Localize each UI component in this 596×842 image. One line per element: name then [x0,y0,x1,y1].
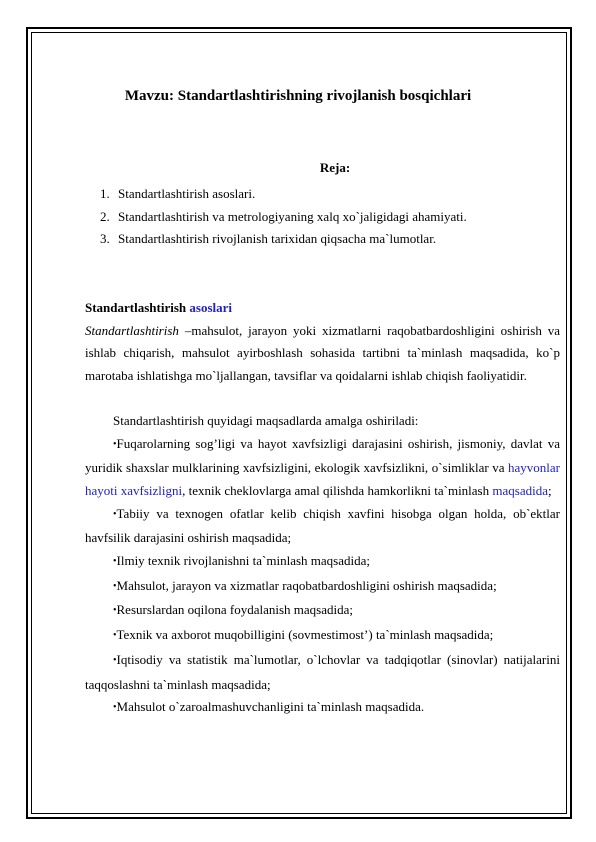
bullet-text-part: , texnik cheklovlarga amal qilishda hamkorlikni ta`minlash [182,482,493,498]
bullet-icon: • [113,605,117,617]
plan-heading: Reja: [319,160,351,175]
bullet-text-part: Fuqarolarning sog’ligi va hayot xavfsizligi darajasini oshirish, jismoniy, davlat va yuridik shaxslar mulklarining xavfsizligini, ekologik xavfsizlikni, o`simliklar va [85,435,560,476]
plan-item-text: Standartlashtirish va metrologiyaning xalq xo`jaligidagi ahamiyati. [118,208,467,224]
section-heading-text: Standartlashtirish [85,300,190,315]
inline-link-hayvonlar[interactable]: hayvonlar hayoti xavfsizligni [85,460,560,498]
bullet-item [85,696,560,721]
bullet-icon: • [113,654,117,666]
bullet-icon: • [113,630,117,642]
bullet-text: Ilmiy texnik rivojlanishni ta`minlash maqsadida; [116,553,370,569]
bullet-text: Iqtisodiy va statistik ma`lumotlar, o`lchovlar va tadqiqotlar (sinovlar) natijalarini taqqoslashni ta`minlash maqsadida; [85,651,560,692]
section-body [85,297,560,721]
bullet-item [85,433,560,503]
inline-link-maqsadida[interactable]: maqsadida [492,482,548,498]
bullet-icon: • [113,580,117,592]
bullet-item [85,503,560,550]
bullet-icon: • [113,556,117,568]
bullet-item [85,575,560,600]
bullet-icon: • [113,508,117,520]
definition-paragraph [85,320,560,388]
goals-intro: Standartlashtirish quyidagi maqsadlarda amalga oshiriladi: [113,412,419,428]
bullet-item [85,599,560,624]
bullet-text: Tabiiy va texnogen ofatlar kelib chiqish xavfini hisobga olgan holda, ob`ektlar havfsilik darajasini oshirish maqsadida; [85,505,560,546]
bullet-item [85,624,560,649]
bullet-text: Texnik va axborot muqobilligini (sovmestimost’) ta`minlash maqsadida; [116,627,494,643]
document-title: Mavzu: Standartlashtirishning rivojlanish bosqichlari [124,88,472,104]
bullet-item [85,550,560,575]
bullet-item [85,649,560,696]
bullet-icon: • [113,702,117,714]
definition-text: –mahsulot, jarayon yoki xizmatlarni raqobatbardoshligini oshirish va ishlab chiqarish, mahsulot ayirboshlash sohasida tartibni ta`minlash maqsadida, ko`p marotaba ishlatishga mo`ljallangan, tavsiflar va qoidalarni ishlab chiqish faoliyatidir. [85,322,560,384]
definition-term: Standartlashtirish [85,322,179,338]
section-heading [85,297,560,320]
bullet-text: Resurslardan oqilona foydalanish maqsadida; [116,602,353,618]
plan-item-text: Standartlashtirish asoslari. [118,186,256,201]
plan-item-text: Standartlashtirish rivojlanish tarixidan qiqsacha ma`lumotlar. [118,231,437,246]
bullet-text: Mahsulot, jarayon va xizmatlar raqobatbardoshligini oshirish maqsadida; [116,577,497,593]
plan-item-number: 2. [100,208,110,224]
bullet-text: Mahsulot o`zaroalmashuvchanligini ta`minlash maqsadida. [116,699,425,715]
section-heading-link[interactable]: asoslari [189,300,233,315]
bullet-text-part: ; [547,482,552,498]
plan-item-number: 1. [100,186,110,201]
plan-item-number: 3. [100,231,110,246]
bullet-icon: • [113,438,117,450]
